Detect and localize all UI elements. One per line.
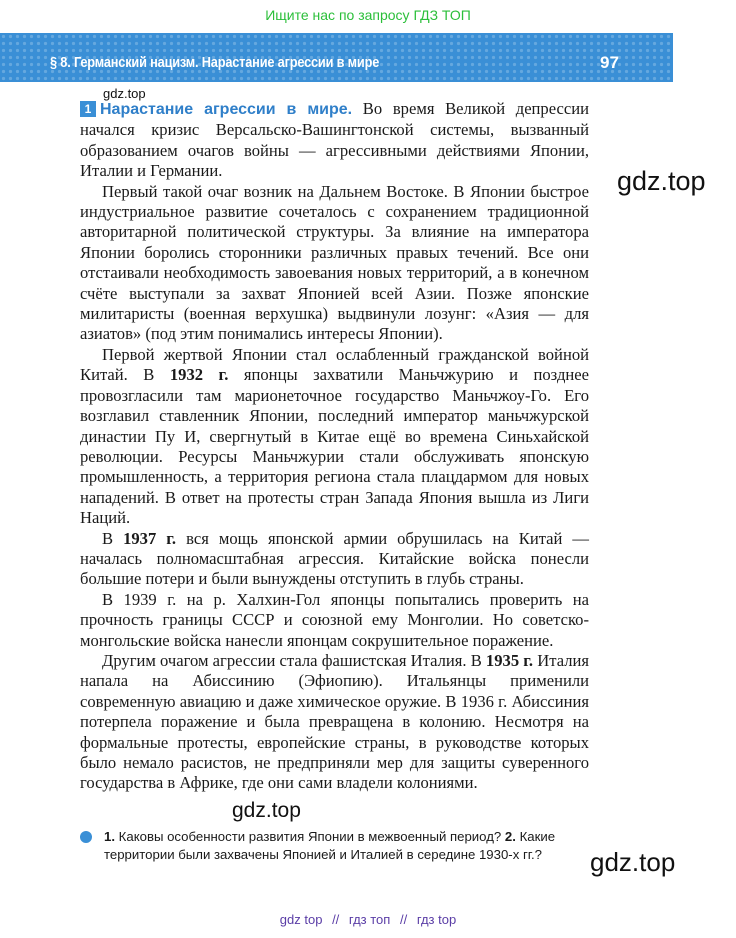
paragraph-text: японцы захватили Маньчжурию и позднее провозгласили там марионеточное государство Маньчжоу-Го. Его возглавил ставленник Японии, последний император маньчжурской династии Пу И, свергнутый в Китае ещё во времена Синьхайской революции. Ресурсы Маньчжурии стали обслуживать японскую промышленность, а территория региона стала плацдармом для новых нападений. В ответ на протесты стран Запада Япония вышла из Лиги Наций. xyxy=(80,365,589,528)
paragraph-text: Другим очагом агрессии стала фашистская Италия. В xyxy=(102,650,486,670)
section-number-badge: 1 xyxy=(80,101,96,117)
paragraph xyxy=(80,345,589,529)
paragraph xyxy=(80,651,589,794)
search-hint-link[interactable]: Ищите нас по запросу ГДЗ ТОП xyxy=(265,7,471,23)
question-text: Какие территории были захвачены Японией и Италией в середине 1930-х гг.? xyxy=(104,829,556,862)
footer-link[interactable]: гдз top xyxy=(416,912,457,927)
page-number: 97 xyxy=(600,53,619,72)
paragraph-text: вся мощь японской армии обрушилась на Китай — началась полномасштабная агрессия. Китайские войска понесли большие потери и были вынуждены отступить в глубь страны. xyxy=(80,528,589,589)
watermark: gdz.top xyxy=(590,847,676,877)
watermark: gdz.top xyxy=(232,799,301,822)
bold-year: 1935 г. xyxy=(485,650,534,670)
section-title: Нарастание агрессии в мире. xyxy=(100,101,353,118)
footer-separator: // xyxy=(399,912,408,927)
paragraph xyxy=(80,529,589,590)
bold-year: 1932 г. xyxy=(169,365,229,385)
footer-links xyxy=(0,912,736,927)
question-number: 2. xyxy=(504,829,516,844)
question-text: Каковы особенности развития Японии в межвоенный период? xyxy=(118,829,502,844)
article-body xyxy=(80,99,589,794)
watermark: gdz.top xyxy=(617,166,706,196)
paragraph-text: Италия напала на Абиссинию (Эфиопию). Итальянцы применили современную авиацию и даже химическое оружие. В 1936 г. Абиссиния потерпела поражение и была превращена в колонию. Несмотря на формальные протесты, европейские страны, в руководстве которых было немало расистов, не предприняли мер для защиты суверенного государства в Африке, где они сами владели колониями. xyxy=(80,650,589,793)
question-number: 1. xyxy=(104,829,115,844)
chapter-title: § 8. Германский нацизм. Нарастание агрессии в мире xyxy=(50,55,380,71)
paragraph: Первый такой очаг возник на Дальнем Востоке. В Японии быстрое индустриальное развитие сочеталось с сохранением традиционной авторитарной политической структуры. За влияние на императора Японии боролись сторонники различных правых течений. Все они отстаивали необходимость завоевания новых территорий, а в конечном счёте выступали за захват Японией всей Азии. Позже японские милитаристы (военная верхушка) выдвинули лозунг: «Азия — для азиатов» (под этим понимались интересы Японии). xyxy=(80,181,589,344)
paragraph-text: Во время Великой депрессии начался кризис Версальско-Вашингтонской системы, вызванный образованием очагов войны — агрессивными действиями Японии, Италии и Германии. xyxy=(80,99,590,181)
page-header-banner xyxy=(0,33,673,82)
review-questions xyxy=(104,828,594,864)
footer-separator: // xyxy=(332,912,340,927)
paragraph: В 1939 г. на р. Халхин-Гол японцы попытались проверить на прочность границы СССР и союзной ему Монголии. Но советско-монгольские войска нанесли японцам сокрушительное поражение. xyxy=(80,589,589,650)
footer-link[interactable]: gdz top xyxy=(279,912,323,927)
paragraph-text: В xyxy=(102,528,124,548)
questions-bullet-icon xyxy=(80,831,92,843)
paragraph-text: Первой жертвой Японии стал ослабленный гражданской войной Китай. В xyxy=(80,344,589,385)
watermark: gdz.top xyxy=(103,86,146,101)
paragraph xyxy=(80,99,589,182)
footer-link[interactable]: гдз топ xyxy=(348,912,391,927)
bold-year: 1937 г. xyxy=(123,528,177,548)
